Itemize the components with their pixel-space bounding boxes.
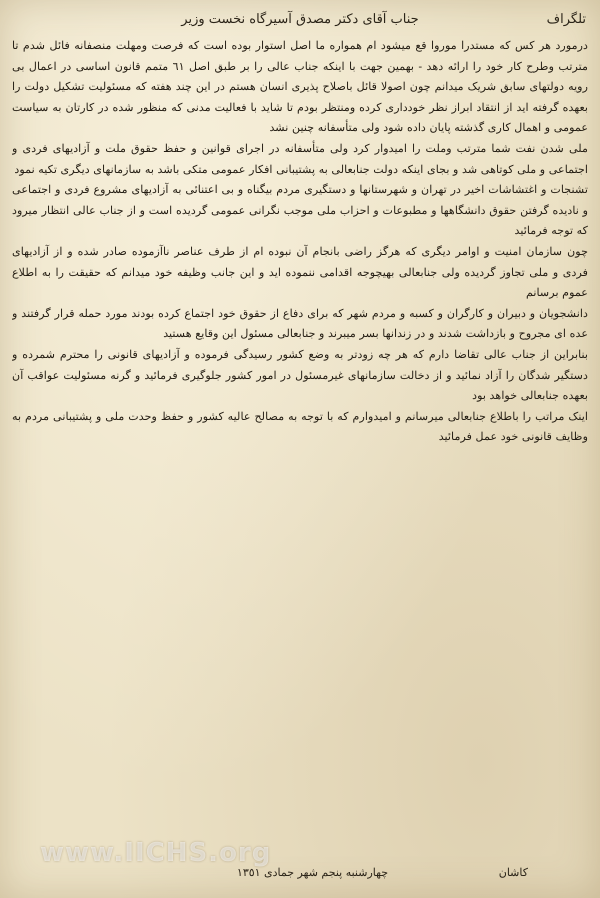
recipient-line: جناب آقای دکتر مصدق آسیرگاه نخست وزیر [181, 12, 419, 27]
watermark: www.IICHS.org [40, 838, 272, 868]
body-paragraph: چون سازمان امنیت و اوامر دیگری که هرگز راضی بانجام آن نبوده ام از طرف عناصر ناآزموده صادر شده و از آزادیهای فردی و ملی تجاوز گردیده ولی جنابعالی بهیچوجه اقدامی ننموده اید و این جانب وظیفه خود میدانم که حقیقت را به اطلاع عموم برسانم [12, 244, 588, 300]
body-paragraph: درمورد هر کس که مستدرا موروا قع میشود ام همواره ما اصل استوار بوده است که فرصت ومهلت منصفانه فائل شدم تا مترتب وطرح کار خود را ارائه دهد - بهمین جهت با اینکه جناب عالی را بر طبق اصل ٦١ متمم قانون اساسی در اعمال بی رویه دولتهای سابق شریک میدانم چون اصولا قائل باصلاح پذیری انسان هستم در این چند هفته که مسئولیت تشکیل دولت را بعهده گرفته اید از انتقاد ابراز نظر خودداری کرده ومنتظر بودم تا شاید با فعالیت مدنی که منظور شده در کارتان به سیاست عمومی و اهمال کاری گذشته پایان داده شود ولی متأسفانه چنین نشد [12, 39, 588, 135]
letter-place: کاشان [498, 866, 528, 879]
telegram-label: تلگراف [546, 12, 586, 27]
body-paragraph: ملی شدن نفت شما مترتب وملت را امیدوار کرد ولی متأسفانه در اجرای قوانین و حفظ حقوق ملت و آزادیهای فردی و اجتماعی و ملی کوتاهی شد و بجای اینکه دولت جنابعالی به پشتیبانی افکار عمومی متکی باشد به سازمانهای دیگری تکیه نمود [12, 141, 588, 176]
letter-header [14, 8, 586, 34]
body-paragraph: تشنجات و اغتشاشات اخیر در تهران و شهرستانها و دستگیری مردم بیگناه و بی اعتنائی به آزادیهای مشروع فردی و اجتماعی و نادیده گرفتن حقوق دانشگاهها و مطبوعات و احزاب ملی موجب نگرانی عمومی گردیده است و از جناب عالی انتظار میرود که توجه فرمائید [12, 183, 588, 238]
body-paragraph: اینک مراتب را باطلاع جنابعالی میرسانم و امیدوارم که با توجه به مصالح عالیه کشور و حفظ وحدت ملی و پشتیبانی مردم به وظایف قانونی خود عمل فرمائید [12, 409, 588, 444]
body-paragraph: بنابراین از جناب عالی تقاضا دارم که هر چه زودتر به وضع کشور رسیدگی فرموده و آزادیهای قانونی را محترم شمرده و دستگیر شدگان را آزاد نمائید و از دخالت سازمانهای غیرمسئول در امور کشور جلوگیری فرمائید و گرنه مسئولیت عواقب آن بعهده جنابعالی خواهد بود [12, 347, 588, 403]
letter-date: چهارشنبه پنجم شهر جمادی ١٣٥١ [236, 866, 388, 879]
letter-body [12, 36, 588, 858]
body-paragraph: دانشجویان و دبیران و کارگران و کسبه و مردم شهر که برای دفاع از حقوق خود اجتماع کرده بودند مورد حمله قرار گرفتند و عده ای مجروح و بازداشت شدند و در زندانها بسر میبرند و جنابعالی مسئول این وقایع هستید [12, 306, 588, 341]
